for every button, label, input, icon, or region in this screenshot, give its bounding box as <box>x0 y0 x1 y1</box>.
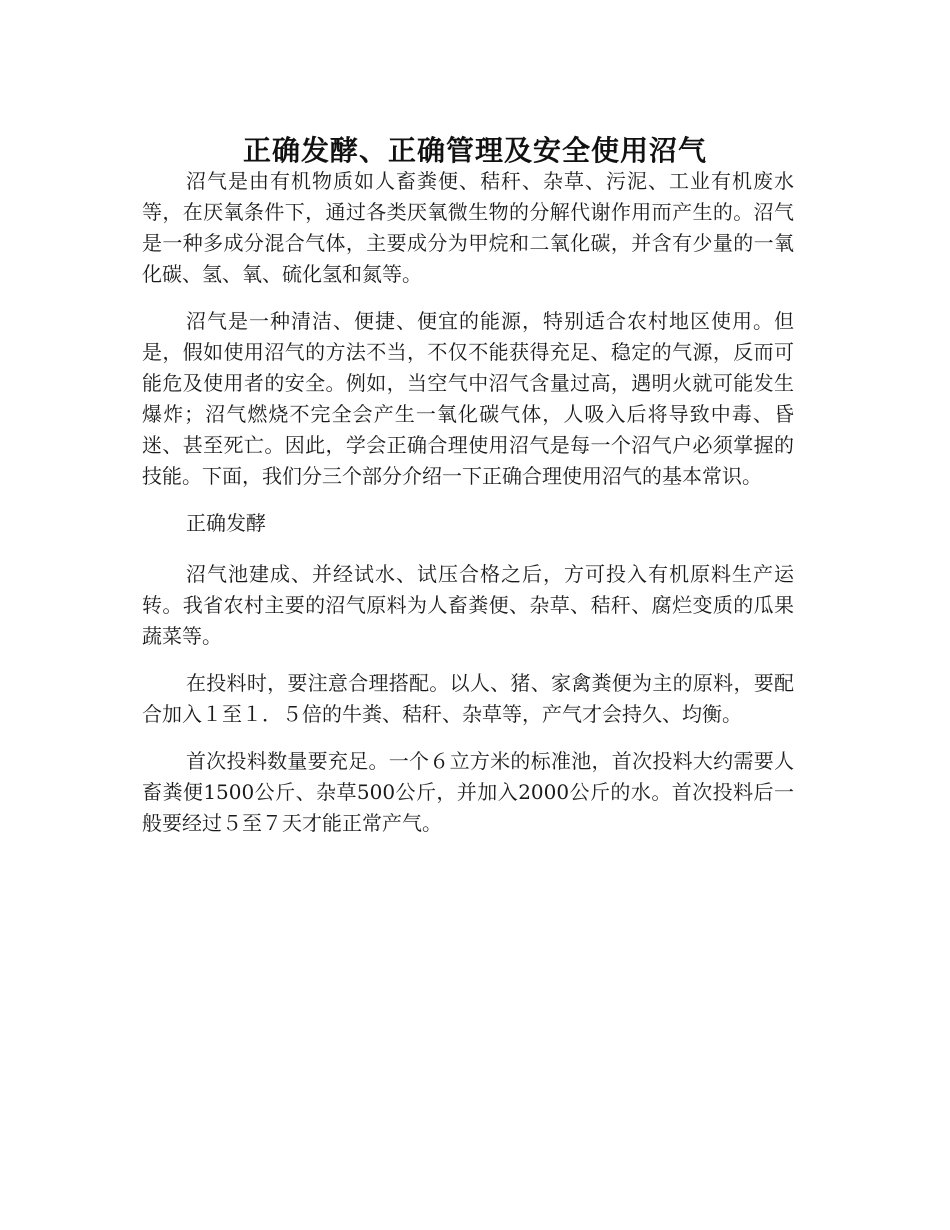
paragraph-biogas-safety: 沼气是一种清洁、便捷、便宜的能源，特别适合农村地区使用。但是，假如使用沼气的方法不当，不仅不能获得充足、稳定的气源，反而可能危及使用者的安全。例如，当空气中沼气含量过高，遇明火就可能发生爆炸；沼气燃烧不完全会产生一氧化碳气体，人吸入后将导致中毒、昏迷、甚至死亡。因此，学会正确合理使用沼气是每一个沼气户必须掌握的技能。下面，我们分三个部分介绍一下正确合理使用沼气的基本常识。 <box>142 309 794 488</box>
section-heading-correct-fermentation: 正确发酵 <box>186 511 266 535</box>
paragraph-biogas-definition: 沼气是由有机物质如人畜粪便、秸秆、杂草、污泥、工业有机废水等，在厌氧条件下，通过各类厌氧微生物的分解代谢作用而产生的。沼气是一种多成分混合气体，主要成分为甲烷和二氧化碳，并含有少量的一氧化碳、氢、氧、硫化氢和氮等。 <box>142 169 794 286</box>
paragraph-raw-materials: 沼气池建成、并经试水、试压合格之后，方可投入有机原料生产运转。我省农村主要的沼气原料为人畜粪便、杂草、秸秆、腐烂变质的瓜果蔬菜等。 <box>142 562 794 648</box>
document-title: 正确发酵、正确管理及安全使用沼气 <box>242 133 707 167</box>
paragraph-first-feeding: 首次投料数量要充足。一个６立方米的标准池，首次投料大约需要人畜粪便1500公斤、杂草500公斤，并加入2000公斤的水。首次投料后一般要经过５至７天才能正常产气。 <box>142 749 794 835</box>
document-body <box>142 166 794 855</box>
paragraph-feeding-ratio: 在投料时，要注意合理搭配。以人、猪、家禽粪便为主的原料，要配合加入１至１．５倍的牛粪、秸秆、杂草等，产气才会持久、均衡。 <box>142 671 794 726</box>
